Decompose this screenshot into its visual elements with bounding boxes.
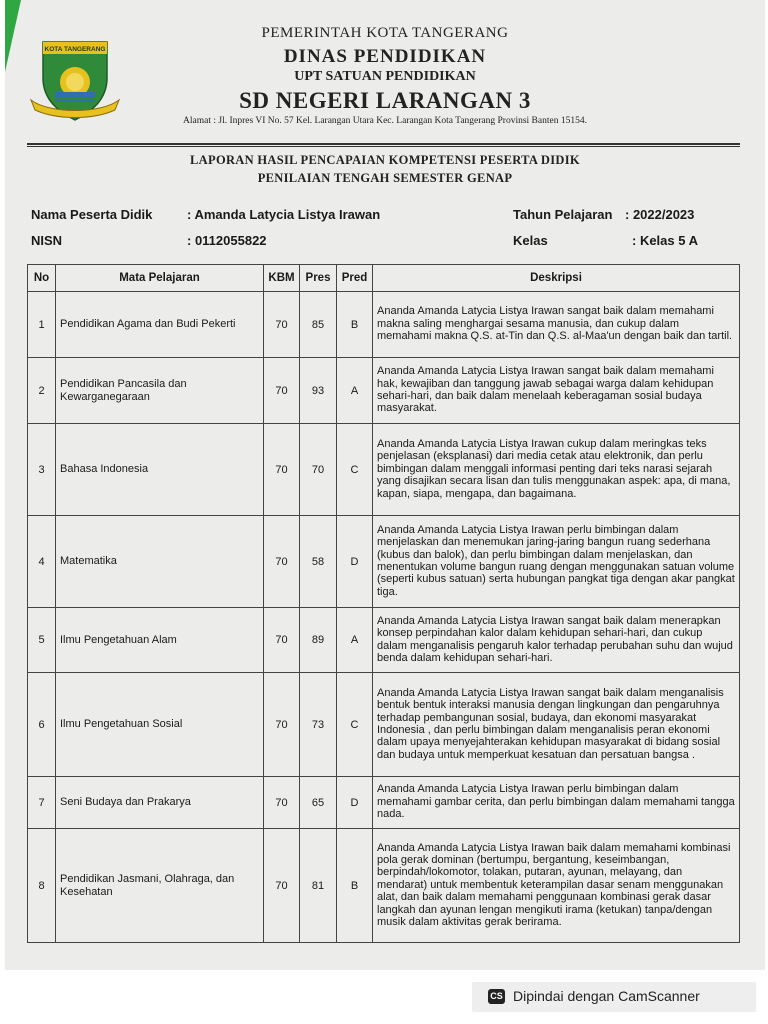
row-kbm: 70 <box>264 829 300 943</box>
row-kbm: 70 <box>264 358 300 424</box>
row-pres: 93 <box>300 358 337 424</box>
letterhead-rule-thick <box>27 143 740 145</box>
table-row <box>28 516 740 608</box>
grades-table <box>27 264 740 943</box>
school-year-value: : 2022/2023 <box>625 207 695 222</box>
row-subject: Bahasa Indonesia <box>56 424 264 516</box>
row-pred: B <box>337 292 373 358</box>
col-header-pres: Pres <box>300 265 337 292</box>
row-pred: D <box>337 777 373 829</box>
letterhead-rule-thin <box>27 146 740 147</box>
row-kbm: 70 <box>264 516 300 608</box>
table-row <box>28 777 740 829</box>
row-pres: 58 <box>300 516 337 608</box>
report-title: LAPORAN HASIL PENCAPAIAN KOMPETENSI PESERTA DIDIK <box>190 153 580 167</box>
row-no: 5 <box>28 608 56 673</box>
row-subject: Matematika <box>56 516 264 608</box>
row-kbm: 70 <box>264 424 300 516</box>
col-header-desc: Deskripsi <box>373 265 740 292</box>
student-name-label: Nama Peserta Didik <box>31 207 153 222</box>
row-pres: 89 <box>300 608 337 673</box>
class-value: : Kelas 5 A <box>632 233 698 248</box>
department-name: DINAS PENDIDIKAN <box>283 46 487 67</box>
row-pres: 73 <box>300 673 337 777</box>
row-pred: B <box>337 829 373 943</box>
report-subtitle: PENILAIAN TENGAH SEMESTER GENAP <box>257 171 513 185</box>
row-description: Ananda Amanda Latycia Listya Irawan sangat baik dalam menerapkan konsep perpindahan kalor dalam kehidupan sehari-hari, dan cukup dalam menganalisis pengaruh kalor terhadap perubahan suhu dan wujud benda dalam kehidupan sehari-hari. <box>373 608 740 673</box>
row-description: Ananda Amanda Latycia Listya Irawan baik dalam memahami kombinasi pola gerak dominan (bertumpu, bergantung, keseimbangan, berpindah/lokomotor, tolakan, putaran, ayunan, melayang, dan mendarat) untuk membentuk keterampilan dasar senam menggunakan alat, dan baik dalam memahami penggunaan kombinasi gerak dasar langkah dan ayunan lengan mengikuti irama (ketukan) tanpa/dengan musik dalam aktivitas gerak berirama. <box>373 829 740 943</box>
nisn-label: NISN <box>31 233 63 248</box>
unit-name: UPT SATUAN PENDIDIKAN <box>294 69 476 84</box>
nisn-value: : 0112055822 <box>187 233 267 248</box>
row-subject: Ilmu Pengetahuan Sosial <box>56 673 264 777</box>
school-address: Alamat : Jl. Inpres VI No. 57 Kel. Larangan Utara Kec. Larangan Kota Tangerang Provinsi Banten 15154. <box>183 116 587 126</box>
col-header-pred: Pred <box>337 265 373 292</box>
table-row <box>28 424 740 516</box>
row-subject: Pendidikan Agama dan Budi Pekerti <box>56 292 264 358</box>
row-pres: 65 <box>300 777 337 829</box>
row-description: Ananda Amanda Latycia Listya Irawan sangat baik dalam memahami hak, kewajiban dan tanggung jawab sebagai warga dalam kehidupan sehari-hari, dan baik dalam menelaah keberagaman sosial budaya masyarakat. <box>373 358 740 424</box>
camscanner-watermark <box>472 982 756 1012</box>
gov-name: PEMERINTAH KOTA TANGERANG <box>261 25 509 41</box>
row-no: 1 <box>28 292 56 358</box>
col-header-kbm: KBM <box>264 265 300 292</box>
student-name-value: : Amanda Latycia Listya Irawan <box>187 207 381 222</box>
row-subject: Pendidikan Pancasila dan Kewarganegaraan <box>56 358 264 424</box>
row-kbm: 70 <box>264 608 300 673</box>
table-header-row <box>28 265 740 292</box>
row-subject: Seni Budaya dan Prakarya <box>56 777 264 829</box>
row-pred: C <box>337 424 373 516</box>
row-pred: A <box>337 608 373 673</box>
table-row <box>28 292 740 358</box>
row-pred: C <box>337 673 373 777</box>
scanned-page <box>5 0 765 970</box>
camscanner-label: Dipindai dengan CamScanner <box>513 988 700 1004</box>
row-subject: Pendidikan Jasmani, Olahraga, dan Kesehatan <box>56 829 264 943</box>
col-header-subject: Mata Pelajaran <box>56 265 264 292</box>
camscanner-logo-icon: CS <box>488 989 505 1004</box>
table-row <box>28 673 740 777</box>
row-no: 4 <box>28 516 56 608</box>
school-year-label: Tahun Pelajaran <box>513 207 613 222</box>
table-row <box>28 608 740 673</box>
row-subject: Ilmu Pengetahuan Alam <box>56 608 264 673</box>
class-label: Kelas <box>513 233 548 248</box>
row-description: Ananda Amanda Latycia Listya Irawan cukup dalam meringkas teks penjelasan (eksplanasi) dari media cetak atau elektronik, dan perlu bimbingan dalam menggali informasi penting dari teks narasi sejarah yang disajikan secara lisan dan tulis menggunakan aspek: apa, di mana, kapan, siapa, mengapa, dan bagaimana. <box>373 424 740 516</box>
row-no: 7 <box>28 777 56 829</box>
row-description: Ananda Amanda Latycia Listya Irawan sangat baik dalam memahami makna saling menghargai sesama manusia, dan cukup dalam memahami makna Q.S. at-Tin dan Q.S. al-Maa'un dengan baik dan tartil. <box>373 292 740 358</box>
table-row <box>28 358 740 424</box>
row-pres: 85 <box>300 292 337 358</box>
col-header-no: No <box>28 265 56 292</box>
row-pred: A <box>337 358 373 424</box>
row-pred: D <box>337 516 373 608</box>
school-name: SD NEGERI LARANGAN 3 <box>239 88 531 113</box>
city-emblem-logo <box>29 38 121 124</box>
row-kbm: 70 <box>264 777 300 829</box>
row-kbm: 70 <box>264 673 300 777</box>
svg-text:KOTA TANGERANG: KOTA TANGERANG <box>44 46 106 53</box>
row-no: 6 <box>28 673 56 777</box>
row-kbm: 70 <box>264 292 300 358</box>
table-row <box>28 829 740 943</box>
row-pres: 70 <box>300 424 337 516</box>
row-no: 8 <box>28 829 56 943</box>
row-description: Ananda Amanda Latycia Listya Irawan perlu bimbingan dalam memahami gambar cerita, dan perlu bimbingan dalam memahami tangga nada. <box>373 777 740 829</box>
row-pres: 81 <box>300 829 337 943</box>
row-no: 2 <box>28 358 56 424</box>
row-description: Ananda Amanda Latycia Listya Irawan sangat baik dalam menganalisis bentuk bentuk interaksi manusia dengan lingkungan dan pengaruhnya terhadap pembangunan sosial, budaya, dan ekonomi masyarakat Indonesia , dan perlu bimbingan dalam menganalisis peran ekonomi dalam upaya menyejahterakan kehidupan masyarakat di bidang sosial dan budaya untuk memperkuat kesatuan dan persatuan bangsa . <box>373 673 740 777</box>
row-no: 3 <box>28 424 56 516</box>
row-description: Ananda Amanda Latycia Listya Irawan perlu bimbingan dalam menjelaskan dan menemukan jaring-jaring bangun ruang sederhana (kubus dan balok), dan perlu bimbingan dalam menjelaskan, dan menentukan volume bangun ruang dengan menggunakan satuan volume (seperti kubus satuan) serta hubungan pangkat tiga dengan akar pangkat tiga. <box>373 516 740 608</box>
